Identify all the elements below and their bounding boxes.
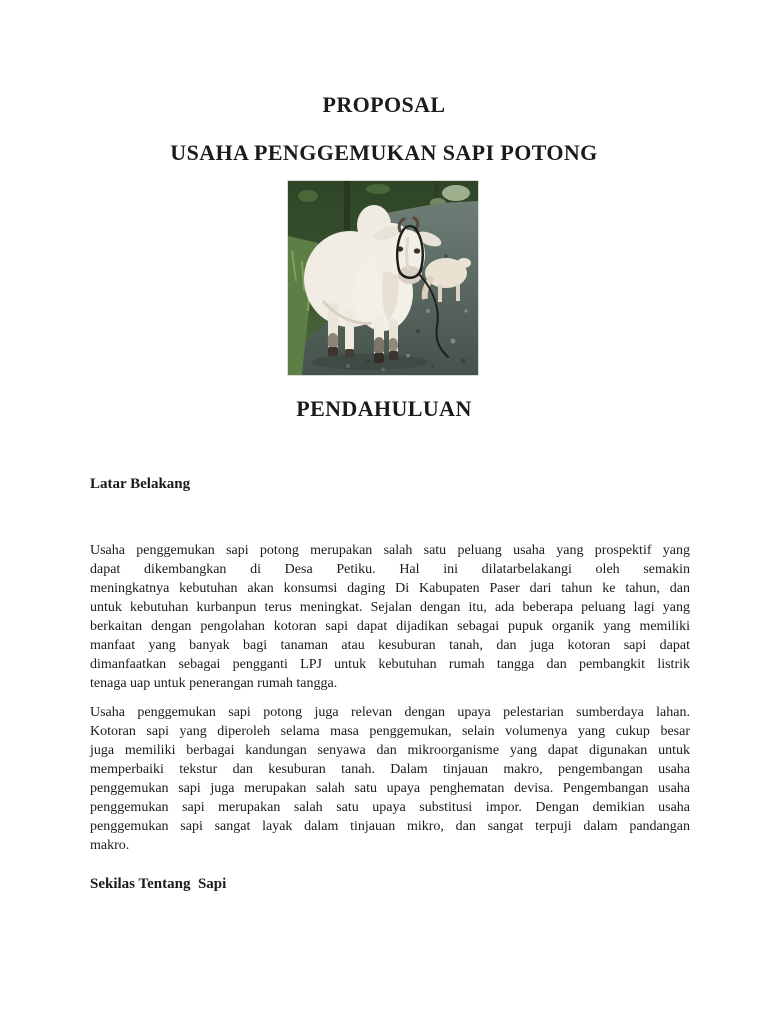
paragraph-line: dapat dikembangkan di Desa Petiku. Hal ini dilatarbelakangi oleh semakin: [90, 562, 690, 577]
subheading-latar-belakang: Latar Belakang: [90, 476, 191, 492]
paragraph-line: Usaha penggemukan sapi potong juga relevan dengan upaya pelestarian sumberdaya lahan.: [90, 705, 690, 720]
paragraph-line: penggemukan sapi juga merupakan salah satu upaya penghematan devisa. Pengembangan usaha: [90, 781, 690, 796]
page-title: PROPOSAL: [322, 92, 446, 117]
paragraph-line: Usaha penggemukan sapi potong merupakan salah satu peluang usaha yang prospektif yang: [90, 543, 690, 558]
paragraph-line: meningkatnya kebutuhan akan konsumsi daging Di Kabupaten Paser dari tahun ke tahun, dan: [90, 581, 690, 596]
paragraph-line: tenaga uap untuk penerangan rumah tangga.: [90, 676, 338, 691]
cow-photo: [288, 181, 478, 375]
paragraph-line: juga memiliki berbagai kandungan senyawa dan mikroorganisme yang dapat digunakan untuk: [90, 743, 690, 758]
paragraph-line: penggemukan sapi sangat layak dalam tinjauan mikro, dan sangat terpuji dalam pandangan: [90, 819, 690, 834]
paragraph-line: manfaat yang banyak bagi tanaman atau kesuburan tanah, dan juga kotoran sapi dapat: [90, 638, 690, 653]
paragraph-latar-belakang-2: [90, 703, 690, 855]
paragraph-line: berkaitan dengan pengolahan kotoran sapi dapat dijadikan sebagai pupuk organik yang memiliki: [90, 619, 690, 634]
paragraph-line: penggemukan sapi merupakan salah satu upaya substitusi impor. Dengan demikian usaha: [90, 800, 690, 815]
paragraph-line: untuk kebutuhan kurbanpun terus meningkat. Sejalan dengan itu, ada beberapa peluang lagi yang: [90, 600, 690, 615]
paragraph-line: memperbaiki tekstur dan kesuburan tanah. Dalam tinjauan makro, pengembangan usaha: [90, 762, 690, 777]
paragraph-line: Kotoran sapi yang diperoleh selama masa penggemukan, selain volumenya yang cukup besar: [90, 724, 690, 739]
cow-photo-illustration: [288, 181, 478, 375]
paragraph-latar-belakang-1: [90, 541, 690, 693]
page-subtitle: USAHA PENGGEMUKAN SAPI POTONG: [170, 140, 598, 165]
paragraph-line: makro.: [90, 838, 130, 853]
subheading-sekilas-tentang-sapi: Sekilas Tentang Sapi: [90, 876, 227, 892]
paragraph-line: dimanfaatkan sebagai pengganti LPJ untuk kebutuhan rumah tangga dan pembangkit listrik: [90, 657, 690, 672]
section-heading: PENDAHULUAN: [296, 396, 472, 421]
